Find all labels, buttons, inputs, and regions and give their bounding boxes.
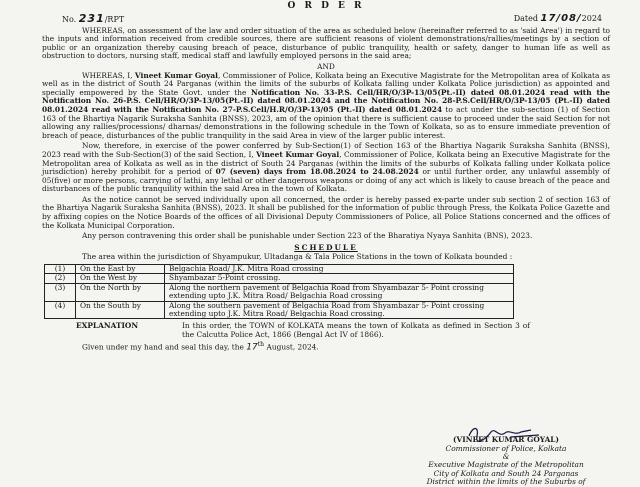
- schedule-row: [45, 283, 514, 301]
- schedule-row-description: Shyambazar 5-Point crossing.: [165, 274, 514, 283]
- order-number-line: [42, 11, 610, 27]
- para-whereas-2: WHEREAS, I, Vineet Kumar Goyal, Commissioner of Police, Kolkata being an Executive Magistrate for the Metropolitan area of Kolkata as well as in the district of South 24 Parganas (within the limits of the suburbs of Kolkata falling under Kolkata Police jurisdiction) as appointed and specially empowered by the State Govt. under the Notification No. 33-P.S. Cell/HR/O/3P-13/05(Pt.-II) dated 08.01.2024 read with the Notification No. 26-P.S. Cell/HR/O/3P-13/05(Pt.-II) dated 08.01.2024 and the Notification No. 28-P.S.Cell/HR/O/3P-13/05 (Pt.-II) dated 08.01.2024 read with the Notification No. 27-P.S.Cell/H.R/O/3P-13/05 (Pt.-II) dated 08.01.2024 to act under the sub-section (1) of Section 163 of the Bhartiya Nagarik Suraksha Sanhita (BNSS), 2023, am of the opinion that there is sufficient cause to proceed under the said Section for not allowing any rallies/processions/ dharnas/ demonstrations in the following schedule in the Town of Kolkata, so as to ensure immediate prevention of breach of peace, disturbances of the public tranquility in the said Area in view of the larger public interest.: [42, 70, 610, 140]
- schedule-row-description: Along the southern pavement of Belgachia Road from Shyambazar 5- Point crossing extending upto J.K. Mitra Road/ Belgachia Road crossing.: [165, 301, 514, 319]
- schedule-table: [44, 264, 514, 319]
- para-ex-parte: As the notice cannot be served individually upon all concerned, the order is hereby passed ex-parte under sub section 2 of section 163 of the Bhartiya Nagarik Suraksha Sanhita (BNSS), 2023. It shall be published for the information of public through Press, the Kolkata Police Gazette and by affixing copies on the Notice Boards of the offices of all Divisional Deputy Commissioners of Police, all Police Stations concerned and the offices of the Kolkata Municipal Corporation.: [42, 194, 610, 230]
- given-under-hand: Given under my hand and seal this day, the 17th August, 2024.: [82, 340, 319, 353]
- schedule-row-boundary: On the North by: [76, 283, 165, 301]
- schedule-row-description: Belgachia Road/ J.K. Mitra Road crossing: [165, 265, 514, 274]
- explanation-text: In this order, the TOWN of KOLKATA means the town of Kolkata as defined in Section 3 of the Calcutta Police Act, 1866 (Bengal Act IV of 1866).: [182, 321, 530, 340]
- schedule-heading: SCHEDULE: [294, 242, 358, 252]
- para-penalty: Any person contravening this order shall be punishable under Section 223 of the Bharatiya Nyaya Sanhita (BNS), 2023.: [82, 231, 533, 241]
- schedule-row: [45, 274, 514, 283]
- schedule-row: [45, 301, 514, 319]
- explanation-label: EXPLANATION: [76, 321, 139, 331]
- signatory-title-1: Commissioner of Police, Kolkata: [445, 443, 567, 453]
- para-whereas-1: WHEREAS, on assessment of the law and order situation of the area as scheduled below (hereinafter referred to as 'said Area') in regard to the inputs and information received from credible sources, there are sufficient reasons of violent demonstrations/rallies/meetings by a section of public or an organization thereby causing breach of peace, disturbance of public tranquility, health or safety, danger to human life as well as obstruction to doctors, nursing staff, medical staff and lawfully employed persons in the said area;: [42, 25, 610, 61]
- signatory-name: (VINEET KUMAR GOYAL): [453, 435, 559, 444]
- order-heading: O R D E R: [287, 1, 365, 11]
- explanation-block: [42, 322, 610, 339]
- schedule-row-number: (3): [45, 283, 76, 301]
- order-date-value: 17/08/: [540, 12, 582, 24]
- schedule-row-boundary: On the East by: [76, 265, 165, 274]
- schedule-row-number: (2): [45, 274, 76, 283]
- signature-block: [396, 424, 616, 487]
- signatory-title-3: City of Kolkata and South 24 Parganas: [433, 468, 579, 478]
- schedule-row-number: (4): [45, 301, 76, 319]
- signatory-title-2: Executive Magistrate of the Metropolitan: [428, 460, 584, 470]
- schedule-row-boundary: On the West by: [76, 274, 165, 283]
- order-number-value: 231: [78, 11, 105, 25]
- schedule-row-number: (1): [45, 265, 76, 274]
- schedule-intro: The area within the jurisdiction of Shyampukur, Ultadanga & Tala Police Stations in the town of Kolkata bounded :: [82, 252, 513, 262]
- order-number: No. 231/RPT: [62, 11, 125, 25]
- signatory-title-4: District within the limits of the Suburbs of: [426, 477, 586, 487]
- signatory-amp: &: [502, 452, 510, 461]
- schedule-row-description: Along the northern pavement of Belgachia Road from Shyambazar 5- Point crossing extending upto J.K. Mitra Road/ Belgachia Road crossing: [165, 283, 514, 301]
- and-connector: AND: [317, 61, 335, 71]
- schedule-row-boundary: On the South by: [76, 301, 165, 319]
- order-date: Dated 17/08/2024: [513, 12, 602, 24]
- para-prohibition: Now, therefore, in exercise of the power conferred by Sub-Section(1) of Section 163 of the Bhartiya Nagarik Suraksha Sanhita (BNSS), 2023 read with the Sub-Section(3) of the said Section, I, Vineet Kumar Goyal, Commissioner of Police, Kolkata being an Executive Magistrate for the Metropolitan area of Kolkata as well as in the district of South 24 Parganas (within the limits of the suburbs of Kolkata falling under Kolkata police jurisdiction) hereby prohibit for a period of 07 (seven) days from 18.08.2024 to 24.08.2024 or until further order, any unlawful assembly of 05(five) or more persons, carrying of lathi, any lethal or other dangerous weapons or doing of any act which is likely to cause breach of the peace and disturbances of the public tranquility within the said Area in the town of Kolkata.: [42, 141, 611, 194]
